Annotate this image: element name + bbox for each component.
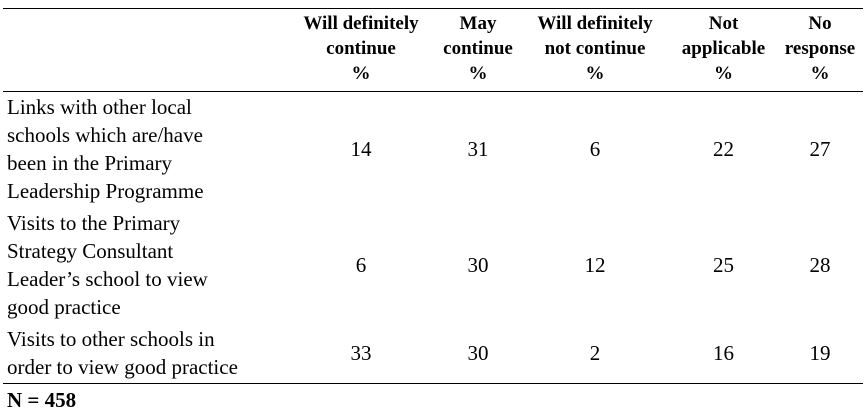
cell-no-response: 28 (809, 252, 831, 277)
row-label: Visits to the Primary Strategy Consultant Leader’s school to view good practice (7, 210, 208, 319)
cell-no-response: 27 (809, 137, 831, 161)
cell-may-continue: 30 (467, 252, 489, 277)
table-row (3, 323, 863, 384)
header-no-response: No response % (784, 13, 856, 84)
cell-will-definitely-not-continue: 12 (584, 252, 606, 277)
cell-will-definitely-continue: 33 (350, 341, 372, 365)
header-not-applicable: Not applicable % (681, 13, 766, 84)
row-label: Visits to other schools in order to view good practice (7, 327, 238, 379)
cell-not-applicable: 22 (713, 137, 734, 161)
header-may-continue: May continue % (443, 13, 513, 84)
cell-may-continue: 31 (467, 137, 489, 161)
header-will-definitely-continue: Will definitely continue % (303, 13, 419, 84)
cell-will-definitely-continue: 6 (355, 252, 367, 277)
header-will-definitely-not-continue: Will definitely not continue % (537, 13, 653, 84)
header-item-blank (3, 9, 286, 92)
cell-will-definitely-not-continue: 6 (589, 137, 601, 161)
cell-not-applicable: 25 (713, 252, 734, 277)
table-row (3, 206, 863, 323)
cell-may-continue: 30 (467, 341, 489, 365)
survey-results-table (3, 8, 863, 384)
cell-will-definitely-not-continue: 2 (589, 341, 601, 365)
row-label: Links with other local schools which are/have been in the Primary Leadership Programme (7, 95, 204, 203)
cell-will-definitely-continue: 14 (350, 137, 372, 161)
sample-size-footnote: N = 458 (7, 388, 77, 412)
cell-not-applicable: 16 (713, 341, 734, 365)
table-header-row (3, 9, 863, 92)
cell-no-response: 19 (809, 341, 831, 365)
table-row (3, 92, 863, 207)
